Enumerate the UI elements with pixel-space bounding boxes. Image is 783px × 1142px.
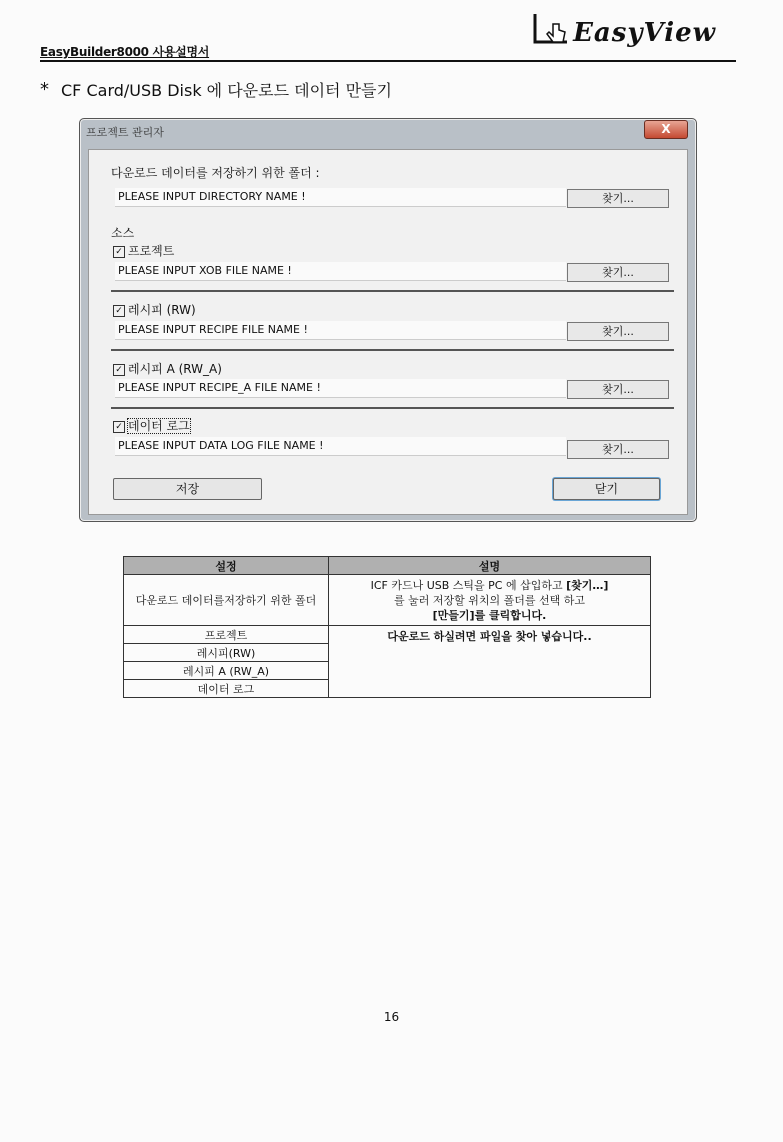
- hand-cursor-icon: [531, 12, 571, 46]
- table-cell: [329, 575, 651, 626]
- separator: [111, 290, 674, 292]
- find-recipe-button[interactable]: 찾기...: [567, 322, 669, 341]
- table-cell: [124, 575, 329, 626]
- find-xob-button[interactable]: 찾기...: [567, 263, 669, 282]
- project-checkbox-row[interactable]: [113, 242, 174, 259]
- table-header-setting: 설정: [124, 557, 329, 575]
- table-header-description: 설명: [329, 557, 651, 575]
- project-checkbox[interactable]: ✓: [113, 246, 125, 258]
- table-row: [124, 575, 651, 626]
- dialog-title: 프로젝트 관리자: [86, 126, 164, 139]
- table-header-row: [124, 557, 651, 575]
- project-checkbox-label: 프로젝트: [128, 244, 175, 258]
- find-data-log-button[interactable]: 찾기...: [567, 440, 669, 459]
- find-recipe-a-button[interactable]: 찾기...: [567, 380, 669, 399]
- source-label: 소스: [111, 226, 135, 240]
- separator: [111, 349, 674, 351]
- recipe-file-field[interactable]: PLEASE INPUT RECIPE FILE NAME !: [115, 321, 566, 340]
- directory-field[interactable]: PLEASE INPUT DIRECTORY NAME !: [115, 188, 566, 207]
- table-cell: 레시피(RW): [124, 644, 329, 662]
- easyview-logo: [531, 12, 716, 46]
- data-log-file-field[interactable]: PLEASE INPUT DATA LOG FILE NAME !: [115, 437, 566, 456]
- close-icon[interactable]: X: [644, 120, 688, 139]
- folder-desc-c: 를 눌러 저장할 위치의 폴더를 선택 하고: [394, 593, 585, 607]
- document-header: [40, 10, 736, 60]
- dialog-titlebar[interactable]: [80, 119, 696, 145]
- recipe-a-checkbox-row[interactable]: [113, 360, 222, 377]
- separator: [111, 407, 674, 409]
- page-number: 16: [383, 1010, 400, 1024]
- folder-desc-b: [찾기…]: [566, 578, 609, 592]
- logo-text: EasyView: [573, 18, 716, 48]
- data-log-checkbox-row[interactable]: [113, 417, 190, 434]
- folder-label: 다운로드 데이터를 저장하기 위한 폴더 :: [111, 166, 320, 180]
- section-title-text: CF Card/USB Disk 에 다운로드 데이터 만들기: [61, 81, 392, 100]
- asterisk-bullet: *: [40, 79, 49, 100]
- find-directory-button[interactable]: 찾기...: [567, 189, 669, 208]
- table-cell: 레시피 A (RW_A): [124, 662, 329, 680]
- table-cell: 데이터 로그: [124, 680, 329, 698]
- recipe-checkbox-label: 레시피 (RW): [128, 303, 196, 317]
- recipe-a-checkbox[interactable]: ✓: [113, 364, 125, 376]
- data-log-checkbox[interactable]: ✓: [113, 421, 125, 433]
- section-title: [40, 78, 392, 101]
- folder-setting-text: 다운로드 데이터를저장하기 위한 폴더: [135, 594, 317, 607]
- folder-desc-d: [만들기]를 클릭합니다.: [432, 608, 547, 622]
- recipe-a-checkbox-label: 레시피 A (RW_A): [128, 362, 222, 376]
- xob-file-field[interactable]: PLEASE INPUT XOB FILE NAME !: [115, 262, 566, 281]
- data-log-checkbox-label: 데이터 로그: [128, 419, 190, 433]
- close-button[interactable]: 닫기: [553, 478, 660, 500]
- project-manager-dialog: [79, 118, 697, 522]
- table-row: [124, 626, 651, 644]
- dialog-client-area: [88, 149, 688, 515]
- header-rule: [40, 60, 736, 62]
- settings-description-table: [123, 556, 651, 698]
- save-button[interactable]: 저장: [113, 478, 262, 500]
- table-cell: 다운로드 하실려면 파일을 찾아 넣습니다..: [329, 626, 651, 698]
- recipe-checkbox[interactable]: ✓: [113, 305, 125, 317]
- manual-title: EasyBuilder8000 사용설명서: [40, 45, 210, 59]
- folder-desc-a: ICF 카드나 USB 스틱을 PC 에 삽입하고: [370, 578, 563, 592]
- recipe-a-file-field[interactable]: PLEASE INPUT RECIPE_A FILE NAME !: [115, 379, 566, 398]
- recipe-checkbox-row[interactable]: [113, 301, 196, 318]
- table-cell: 프로젝트: [124, 626, 329, 644]
